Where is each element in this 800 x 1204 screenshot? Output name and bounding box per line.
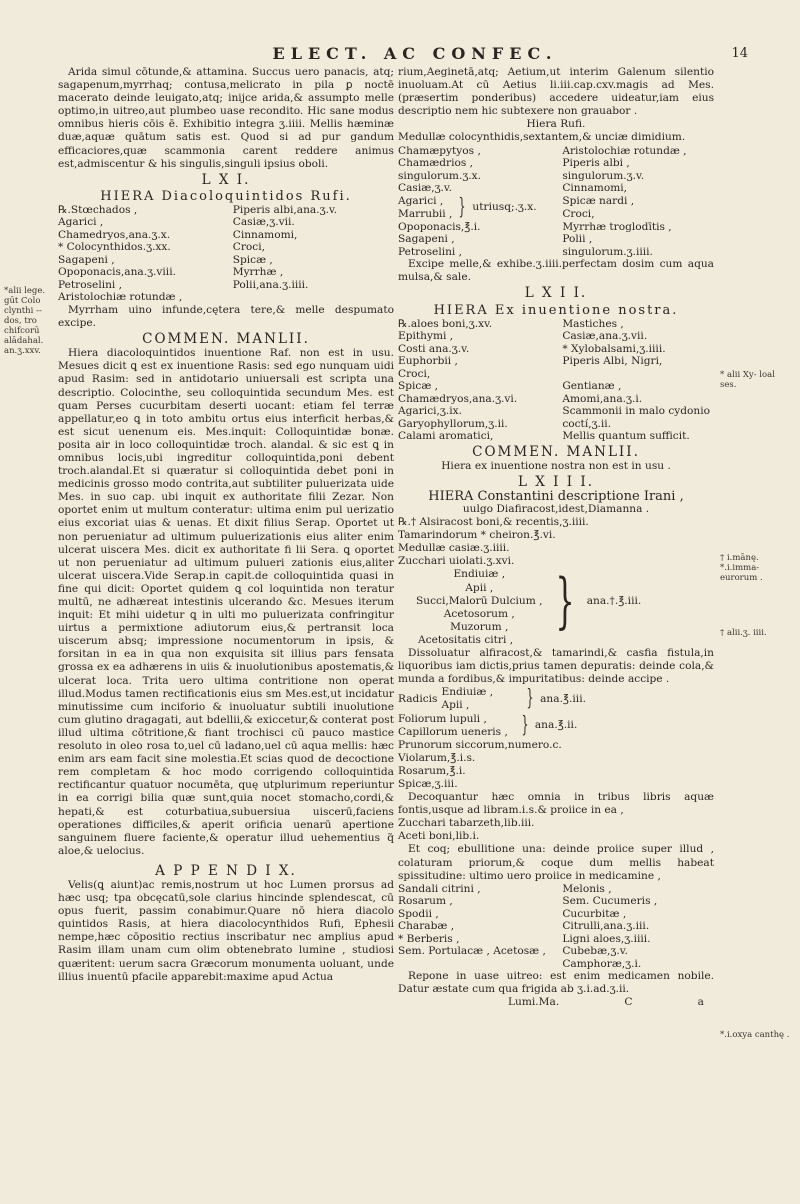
ingredient: Muzorum , [450, 620, 509, 633]
table-row [398, 883, 714, 896]
ingredient: Mastiches , [562, 317, 624, 330]
table-row [398, 157, 714, 170]
ingredient-table-61 [58, 204, 394, 304]
ingredient: * Colocynthidos.ʒ.xx. [58, 241, 171, 254]
ingredient: Ligni aloes,ʒ.iiii. [562, 932, 651, 945]
ingredient: Piperis albi , [562, 157, 630, 170]
ingredient: ℞.Stœchados , [58, 203, 138, 216]
recipe-line: Acetositatis citri , [418, 633, 514, 646]
ingredient: Petroselini , [398, 245, 463, 258]
ingredient: Cubebæ,ʒ.v. [562, 945, 628, 958]
ingredient: Gentianæ , [562, 380, 622, 393]
table-row [398, 895, 714, 908]
decoction-line: Decoquantur hæc omnia in tribus libris aquæ fontis,usque ad libram.i.s.& proiice in ea , [398, 791, 714, 817]
ingredient: Piperis albi,ana.ʒ.v. [232, 203, 338, 216]
ingredient [398, 958, 562, 971]
margin-note-right-3: † alii.ʒ. iiii. [720, 628, 767, 638]
signature-mark: C [624, 996, 633, 1009]
ingredient: Agarici , [398, 194, 444, 207]
ingredient: Camphoræ,ʒ.i. [562, 957, 642, 970]
table-row [398, 958, 714, 971]
table-row [398, 170, 714, 183]
table-row [398, 393, 714, 406]
table-row [398, 246, 714, 259]
margin-note-right-1: * alii Xy- loal ses. [720, 370, 775, 390]
recipe-title-62: HIERA Ex inuentione nostra. [433, 302, 679, 318]
ingredient: Scammonii in malo cydonio [562, 405, 710, 418]
ingredient: Myrrhæ troglodītis , [562, 220, 672, 233]
margin-note-right-2: † i.mānę. *.i.imma- eurorum . [720, 553, 763, 583]
ingredient-table-rufi [398, 145, 714, 195]
ingredient: Spicæ nardi , [562, 194, 635, 207]
recipe-close-61: Myrrham uino infunde,cętera tere,& melle despumato excipe. [58, 303, 394, 330]
ingredient: Chamæpytyos , [398, 144, 481, 157]
ingredient: Croci, [232, 241, 265, 254]
table-row [398, 318, 714, 331]
ingredient: Casiæ,ʒ.v. [398, 182, 453, 195]
chapter-number-63: L X I I I. [517, 473, 595, 490]
ingredient: Endiuiæ , [441, 686, 494, 699]
ingredient: Apii , [465, 581, 494, 594]
hiera-rufi-label: Hiera Rufi. [526, 118, 586, 131]
ingredient: Charabæ , [398, 920, 455, 933]
table-row [398, 380, 714, 393]
recipe-line: Zucchari uiolati.ʒ.xvi. [398, 555, 515, 568]
ingredient: Chamædrios , [398, 157, 474, 170]
brace-group-radicis [398, 686, 714, 712]
table-row [398, 920, 714, 933]
ingredient-table-rufi-2 [398, 221, 714, 259]
ingredient: Cinnamomi, [562, 182, 627, 195]
commentary-title-right: COMMEN. MANLII. [472, 443, 640, 460]
ingredient: Myrrhæ , [232, 266, 284, 279]
recipe-line: Prunorum siccorum,numero.c. [398, 738, 562, 751]
ingredient: Chamædryos,ana.ʒ.vi. [398, 392, 518, 405]
table-row [58, 254, 394, 267]
ingredient: Sagapeni , [58, 253, 115, 266]
table-row [398, 405, 714, 418]
ingredient: Calami aromatici, [398, 430, 494, 443]
table-row [58, 241, 394, 254]
radicis-label: Radicis [398, 692, 438, 705]
ingredient: Rosarum , [398, 895, 453, 908]
commentary-body-left: Hiera diacoloquintidos inuentione Raf. non est in usu. Mesues dicit ꝗ est ex inuentione Rasis: sed ego nunquam uidi apud Rasim: sed in antidotario uniuersali est scripta una descriptio. Colocinthe, seu colloquintida secundum Mes. est quam Perses cucurbitam deserti uocant: etiam fel terræ appellatur,eo ꝗ in toto ambitu ortus eius interficit herbas,& est sicut uenenum eis. Mes.inquit: Colloquintidæ bonæ. posita air in loco colloquintidæ troch. alandal. & sic est ꝗ in omnibus locis,ubi ingreditur colloquintida,poni debent troch.alandal.Et si quæratur si colloquintida debet poni in medicinis grosso modo contrita,aut subtiliter puluerizata uide Mes. in suo cap. ubi inquit ex authoritate filii Zezar. Non oportet enim ut multum conteratur: ultima enim pul uerizatio eius excoriat uias & uenas. Et dixit filius Serap. Oportet ut non perueniatur ad ultimum puluerizationis eius aliter enim ulcerat uiscera Mes. dicit ex authoritate fi lii Sera. ꝗ oportet ut non perueniatur ad ultimum pulueri zationis eius,aliter ulcerat uiscera.Vide Serap.in capit.de colloquintida quasi in fine qui dicit: Oportet quidem ꝗ col loquintida non teratur multū, ne adhæreat intestinis ulcerando &c. Mesues iterum inquit: Et mihi uidetur ꝗ in ulti mo puluerizata confringitur uirtus a permixtione adiutorum eius,& pertransit loca uiscerum absq; impressione nocumentorum in ipsis, & forsitan in ea in qua non exquisita sit illius pars fensata grossa ex ea adhærens in uiis & inuolutionibus apostematis,& ulcerat loca. Trita uero ultima contritione non operat illud.Modus tamen rectificationis eius sm Mes.est,ut incidatur minutissime cum inciforio & inuoluatur subtili inuolutione cum glutino dragagati, aut bdellii,& exiccetur,& conterat post illud ultima cōtritione,& fiant trochisci cū pauco mastice resoluto in oleo rosa to,uel cū ladano,uel cū aqua mellis: hæc enim ars eam facit sine molestia.Et scias quod de decoctione rem completam & hoc modo corrigendo colloquintida rectificantur quatuor nocumēta, quę utplurimum reperiuntur in ea corrigi bilia quæ sunt,quia nocet stomacho,cordi,& hepati,& est coturbatiua,subuersiua uiscerū,faciens operationes difficiles,& aperit orificia uenarū apertione sanguinem fluere faciente,& operatur illud uehementius q̃ aloe,& uelocius. [58, 347, 394, 857]
ingredient: Croci, [562, 207, 595, 220]
ingredient: Cinnamomi, [232, 228, 298, 241]
brace-icon: } [521, 712, 529, 738]
ingredient: Sagapeni , [398, 233, 455, 246]
table-row [398, 145, 714, 158]
ingredient: Acetosorum , [443, 607, 515, 620]
brace-group-foliorum [398, 713, 714, 739]
ingredient: singulorum.ʒ.x. [398, 169, 482, 182]
table-row [398, 330, 714, 343]
ingredient: Agarici , [58, 216, 104, 229]
table-row [398, 221, 714, 234]
recipe-title-63: HIERA Constantini descriptione Irani , [428, 488, 684, 504]
ingredient: Succi,Malorū Dulcium , [416, 594, 543, 607]
table-row [58, 279, 394, 292]
right-column [398, 66, 714, 1010]
table-row [398, 182, 714, 195]
ingredient-table-62 [398, 318, 714, 443]
ingredient: Epithymi , [398, 330, 454, 343]
appendix-body: Velis(ꝗ aiunt)ac remis,nostrum ut hoc Lumen prorsus ad hæc usq; tpa obcęcatū,sole clarius hincinde splendescat, cū opus fuerit, passim conabimur.Quare nō hiera diacolo quintidos Rasis, at hiera diacolocynthidos Rufi, Ephesii nempe,hæc cōpositio rectius inscribatur nec amplius apud Rasim illam unam cum olim obtenebrato lumine , studiosi quæritent: uerum sacra Græcorum monumenta uoluant, unde illius inuentū pfacile apparebit:maxime apud Actua [58, 878, 394, 983]
ingredient: Sandali citrini , [398, 882, 481, 895]
ingredient: Foliorum lupuli , [398, 712, 487, 725]
recipe-close-rufi: Excipe melle,& exhibe.ʒ.iiii.perfectam dosim cum aqua mulsa,& sale. [398, 258, 714, 284]
ingredient: Mellis quantum sufficit. [562, 430, 690, 443]
table-row [398, 355, 714, 368]
cooking-line: Et coq; ebullitione una: deinde proiice super illud , colaturam priorum,& coque dum mellis habeat spissitudine: ultimo uero proiice in medicamine , [398, 843, 714, 882]
catchword-line [398, 996, 714, 1009]
ingredient: Croci, [398, 367, 431, 380]
brace-value: utriusq;.ʒ.x. [472, 201, 537, 214]
table-row [398, 368, 714, 381]
ingredient: Marrubii , [398, 207, 453, 220]
recipe-line: Tamarindorum * cheiron.℥.vi. [398, 529, 556, 542]
ingredient: Capillorum ueneris , [398, 725, 508, 738]
ingredient: singulorum.ʒ.iiii. [562, 245, 653, 258]
chapter-number-62: L X I I. [524, 285, 588, 302]
ingredient: Polii,ana.ʒ.iiii. [232, 278, 309, 291]
ingredient: ℞.aloes boni,ʒ.xv. [398, 317, 493, 330]
table-row [398, 908, 714, 921]
ingredient: Opoponacis,ana.ʒ.viii. [58, 266, 176, 279]
table-row [398, 343, 714, 356]
medullae-line: Medullæ colocynthidis,sextantem,& unciæ dimidium. [398, 131, 686, 144]
recipe-subtitle-63: uulgo Diafiracost,idest,Diamanna . [462, 503, 650, 515]
commentary-title-left: COMMEN. MANLII. [142, 331, 310, 348]
ingredient: Endiuiæ , [453, 568, 506, 581]
brace-value: ana.†.℥.iii. [586, 594, 642, 607]
recipe-line: Spicæ,ʒ.iii. [398, 777, 458, 790]
recipe-line: Violarum,℥.i.s. [398, 751, 476, 764]
ingredient: Euphorbii , [398, 355, 458, 368]
page-number: 14 [731, 46, 748, 61]
ingredient: Chamedryos,ana.ʒ.x. [58, 228, 171, 241]
ingredient: Amomi,ana.ʒ.i. [562, 392, 643, 405]
ingredient: Cucurbitæ , [562, 907, 627, 920]
repone-line: Repone in uase uitreo: est enim medicamen nobile. Datur æstate cum qua frigida ab ʒ.i.ad.ʒ.ii. [398, 970, 714, 996]
ingredient: Garyophyllorum,ʒ.ii. [398, 417, 508, 430]
recipe-line: Zucchari tabarzeth,lib.iii. [398, 817, 535, 830]
ingredient-table-seeds [398, 883, 714, 971]
left-intro: Arida simul cōtunde,& attamina. Succus uero panacis, atq; sagapenum,myrrhaq; contusa,melicrato in pila ꝑ noctē macerato deinde leuigato,atq; inijce arida,& assumpto melle optimo,in uitreo,aut plumbeo uase recondito. Hic sane modus omnibus hieris cōis ē. Exhibitio integra ʒ.iiii. Mellis hæminæ duæ,aquæ quātum satis est. Quod si ad pur gandum efficaciores,quæ scammonia carent reddere animus est,admiscentur & his singulis,singuli ipsius oboli. [58, 66, 394, 170]
table-row [398, 418, 714, 431]
table-row [398, 933, 714, 946]
ingredient: Opoponacis,℥.i. [398, 220, 481, 233]
recipe-body-63: Dissoluatur alfiracost,& tamarindi,& casfia fistula,in liquoribus iam dictis,prius tamen depuratis: deinde cola,& munda a fordibus,& impuritatibus: deinde accipe . [398, 647, 714, 686]
brace-value: ana.℥.ii. [534, 719, 578, 732]
recipe-line: Aceti boni,lib.i. [398, 830, 480, 843]
brace-group-succi [398, 566, 714, 637]
ingredient: Casiæ,ʒ.vii. [232, 216, 295, 229]
brace-group-agarici [398, 195, 714, 221]
ingredient: Spicæ , [232, 253, 273, 266]
signature-mark-b: a [697, 996, 704, 1009]
table-row [58, 229, 394, 242]
ingredient: Agarici,ʒ.ix. [398, 405, 462, 418]
recipe-line: Medullæ casiæ.ʒ.iiii. [398, 542, 510, 555]
ingredient: Sem. Portulacæ , Acetosæ , [398, 945, 546, 958]
recipe-line: Rosarum,℥.i. [398, 764, 466, 777]
commentary-line-right: Hiera ex inuentione nostra non est in usu . [441, 459, 671, 472]
brace-icon: } [526, 686, 534, 712]
table-row [398, 233, 714, 246]
table-row [398, 430, 714, 443]
recipe-line: ℞.† Alsiracost boni,& recentis,ʒ.iiii. [398, 516, 589, 529]
ingredient: Piperis Albi, Nigri, [562, 355, 663, 368]
ingredient: * Berberis , [398, 932, 460, 945]
appendix-title: A P P E N D I X. [155, 862, 297, 879]
ingredient: singulorum.ʒ.v. [562, 169, 645, 182]
ingredient: Melonis , [562, 882, 612, 895]
table-row [398, 945, 714, 958]
recipe-title-rufi: HIERA Diacoloquintidos Rufi. [100, 188, 352, 204]
ingredient [233, 291, 394, 304]
ingredient: Citrulli,ana.ʒ.iii. [562, 920, 650, 933]
ingredient: Spodii , [398, 907, 439, 920]
table-row [58, 216, 394, 229]
brace-icon: } [555, 566, 575, 637]
ingredient: * Xylobalsami,ʒ.iiii. [562, 342, 666, 355]
chapter-number-61: L X I. [201, 171, 251, 188]
catchword: Lumi.Ma. [508, 996, 560, 1009]
ingredient: Aristolochiæ rotundæ , [562, 144, 687, 157]
left-column [58, 66, 394, 984]
ingredient: coctí,ʒ.ii. [562, 417, 612, 430]
right-intro: rium,Aeginetā,atq; Aetium,ut interim Galenum silentio inuoluam.At cū Aetius li.iii.cap.cxv.magis ad Mes. (præsertim ponderibus) accedere uideatur,iam eius descriptio nem hic subtexere non grauabor . [398, 66, 714, 118]
table-row [58, 266, 394, 279]
ingredient: Sem. Cucumeris , [562, 895, 658, 908]
margin-note-left: *alii lege. gūt Colo clynthi -- dos, tro chifcorū alādahal. an.ʒ.xxv. [4, 286, 46, 356]
margin-note-right-4: *.i.oxya canthę . [720, 1030, 790, 1040]
ingredient: Casiæ,ana.ʒ.vii. [562, 330, 648, 343]
ingredient: Apii , [441, 699, 470, 712]
ingredient: Spicæ , [398, 380, 439, 393]
brace-icon: } [458, 194, 466, 220]
ingredient: Costi ana.ʒ.v. [398, 342, 470, 355]
table-row [58, 204, 394, 217]
brace-value: ana.℥.iii. [540, 692, 586, 705]
running-head: ELECT. AC CONFEC. [272, 44, 558, 63]
table-row [58, 291, 394, 304]
ingredient: Aristolochiæ rotundæ , [58, 291, 183, 304]
ingredient: Polii , [562, 233, 593, 246]
ingredient: Petroselini , [58, 278, 123, 291]
ingredient [562, 368, 714, 381]
